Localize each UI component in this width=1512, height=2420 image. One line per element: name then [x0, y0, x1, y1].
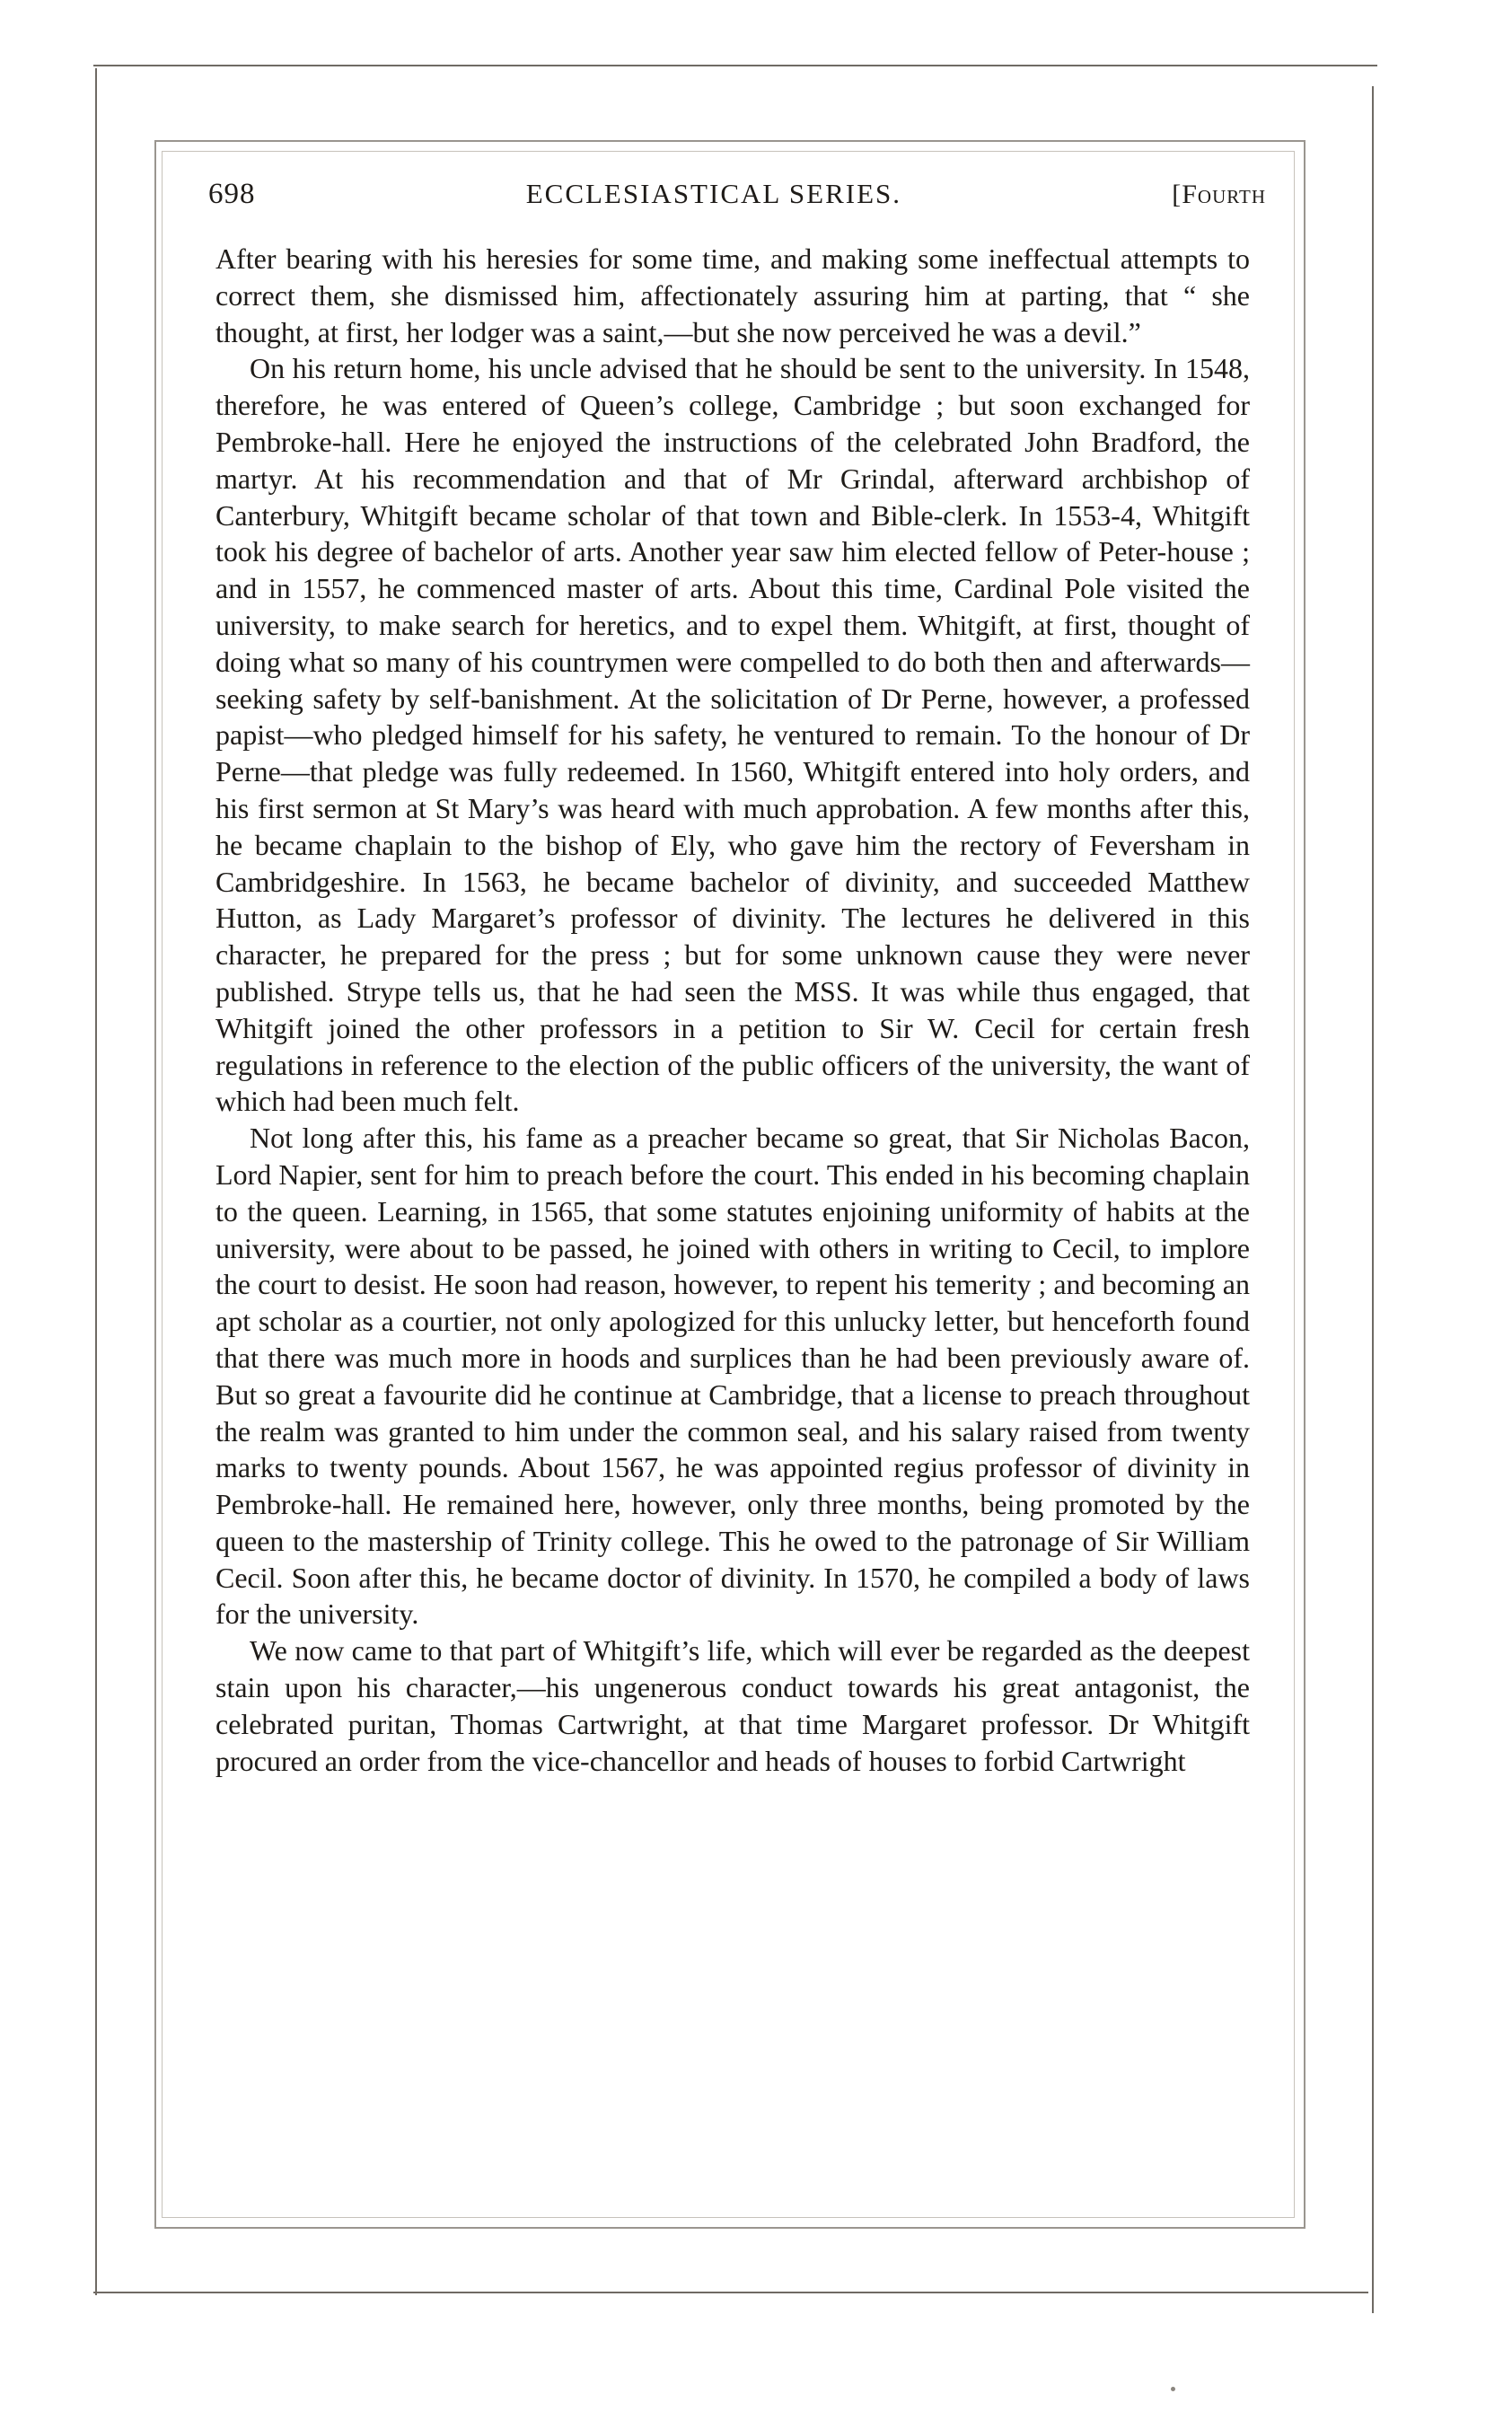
scan-speck: [1171, 2387, 1175, 2391]
outer-left-rule: [95, 68, 97, 2295]
page-header: [208, 178, 1266, 223]
outer-right-rule: [1372, 86, 1374, 2313]
body-text: [215, 241, 1250, 1779]
outer-bottom-rule: [93, 2292, 1368, 2293]
paragraph-2: On his return home, his uncle advised that he should be sent to the university. In 1548, therefore, he was entered of Queen’s college, Cambridge ; but soon exchanged for Pembroke-hall. Here he enjoyed the instructions of the celebrated John Bradford, the martyr. At his recommendation and that of Mr Grindal, afterward archbishop of Canterbury, Whitgift became scholar of that town and Bible-clerk. In 1553-4, Whitgift took his degree of bachelor of arts. Another year saw him elected fellow of Peter-house ; and in 1557, he commenced master of arts. About this time, Cardinal Pole visited the university, to make search for heretics, and to expel them. Whitgift, at first, thought of doing what so many of his countrymen were compelled to do both then and afterwards—seeking safety by self-banishment. At the solicitation of Dr Perne, however, a professed papist—who pledged himself for his safety, he ventured to remain. To the honour of Dr Perne—that pledge was fully redeemed. In 1560, Whitgift entered into holy orders, and his first sermon at St Mary’s was heard with much approbation. A few months after this, he became chaplain to the bishop of Ely, who gave him the rectory of Feversham in Cambridgeshire. In 1563, he became bachelor of divinity, and succeeded Matthew Hutton, as Lady Margaret’s professor of divinity. The lectures he delivered in this character, he prepared for the press ; but for some unknown cause they were never published. Strype tells us, that he had seen the MSS. It was while thus engaged, that Whitgift joined the other professors in a petition to Sir W. Cecil for certain fresh regulations in reference to the election of the public officers of the university, the want of which had been much felt.: [215, 352, 1250, 1118]
section-label: [Fourth: [1172, 180, 1266, 209]
paragraph-3: Not long after this, his fame as a preacher became so great, that Sir Nicholas Bacon, Lord Napier, sent for him to preach before the court. This ended in his becoming chaplain to the queen. Learning, in 1565, that some statutes enjoining uniformity of habits at the university, were about to be passed, he joined with others in writing to Cecil, to implore the court to desist. He soon had reason, however, to repent his temerity ; and becoming an apt scholar as a courtier, not only apologized for this unlucky letter, but henceforth found that there was much more in hoods and surplices than he had been previously aware of. But so great a favourite did he continue at Cambridge, that a license to preach throughout the realm was granted to him under the common seal, and his salary raised from twenty marks to twenty pounds. About 1567, he was appointed regius professor of divinity in Pembroke-hall. He remained here, however, only three months, being promoted by the queen to the mastership of Trinity college. This he owed to the patronage of Sir William Cecil. Soon after this, he became doctor of divinity. In 1570, he compiled a body of laws for the university.: [215, 1122, 1250, 1631]
outer-top-rule: [93, 65, 1377, 66]
paragraph-1: After bearing with his heresies for some time, and making some ineffectual attempts to correct them, she dismissed him, affectionately assuring him at parting, that “ she thought, at first, her lodger was a saint,—but she now perceived he was a devil.”: [215, 242, 1250, 348]
paragraph-4: We now came to that part of Whitgift’s life, which will ever be regarded as the deepest stain upon his character,—his ungenerous conduct towards his great antagonist, the celebrated puritan, Thomas Cartwright, at that time Margaret professor. Dr Whitgift procured an order from the vice-chancellor and heads of houses to forbid Cartwright: [215, 1634, 1250, 1777]
page-number: 698: [208, 178, 256, 210]
running-title: ECCLESIASTICAL SERIES.: [525, 178, 902, 209]
